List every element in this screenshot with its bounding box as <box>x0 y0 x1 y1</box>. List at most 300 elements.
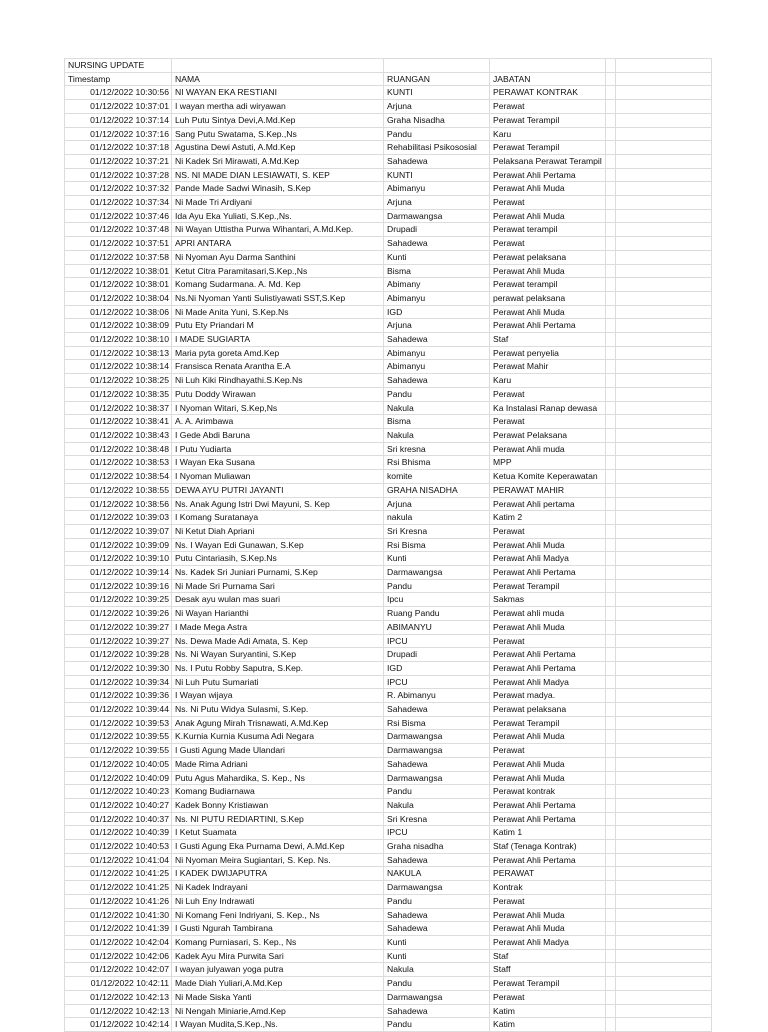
empty-cell <box>605 1004 615 1018</box>
cell-timestamp: 01/12/2022 10:37:46 <box>65 209 172 223</box>
cell-ruangan: Kunti <box>384 949 490 963</box>
cell-nama: DEWA AYU PUTRI JAYANTI <box>172 483 384 497</box>
table-row <box>65 154 712 168</box>
cell-jabatan: Perawat Terampil <box>490 113 606 127</box>
cell-nama: I Putu Yudiarta <box>172 442 384 456</box>
cell-jabatan: Perawat Terampil <box>490 977 606 991</box>
empty-cell <box>605 936 615 950</box>
cell-ruangan: Rehabilitasi Psikososial <box>384 141 490 155</box>
cell-ruangan: Kunti <box>384 250 490 264</box>
empty-cell <box>615 716 711 730</box>
table-row <box>65 456 712 470</box>
empty-cell <box>615 456 711 470</box>
table-row <box>65 771 712 785</box>
table-row <box>65 264 712 278</box>
cell-ruangan: Rsi Bisma <box>384 538 490 552</box>
empty-cell <box>615 949 711 963</box>
cell-ruangan: Rsi Bisma <box>384 716 490 730</box>
cell-nama: I wayan julyawan yoga putra <box>172 963 384 977</box>
cell-jabatan: Perawat Ahli Pertama <box>490 853 606 867</box>
empty-cell <box>605 483 615 497</box>
title-row <box>65 59 712 73</box>
cell-timestamp: 01/12/2022 10:40:37 <box>65 812 172 826</box>
cell-ruangan: Abimanyu <box>384 182 490 196</box>
table-row <box>65 333 712 347</box>
cell-jabatan: Perawat Terampil <box>490 716 606 730</box>
empty-cell <box>615 305 711 319</box>
table-row <box>65 840 712 854</box>
cell-jabatan: Perawat Ahli muda <box>490 442 606 456</box>
empty-cell <box>605 977 615 991</box>
cell-nama: Ketut Citra Paramitasari,S.Kep.,Ns <box>172 264 384 278</box>
empty-cell <box>615 648 711 662</box>
cell-timestamp: 01/12/2022 10:42:06 <box>65 949 172 963</box>
empty-cell <box>605 415 615 429</box>
cell-jabatan: Perawat <box>490 415 606 429</box>
cell-timestamp: 01/12/2022 10:40:23 <box>65 785 172 799</box>
cell-nama: Ni Luh Eny Indrawati <box>172 894 384 908</box>
cell-nama: Ni Made Siska Yanti <box>172 990 384 1004</box>
cell-nama: I Nyoman Muliawan <box>172 470 384 484</box>
table-row <box>65 936 712 950</box>
cell-timestamp: 01/12/2022 10:37:01 <box>65 100 172 114</box>
empty-cell <box>615 634 711 648</box>
empty-cell <box>615 936 711 950</box>
cell-timestamp: 01/12/2022 10:41:04 <box>65 853 172 867</box>
cell-nama: Ns. Ni Wayan Suryantini, S.Kep <box>172 648 384 662</box>
empty-cell <box>605 990 615 1004</box>
cell-timestamp: 01/12/2022 10:38:09 <box>65 319 172 333</box>
cell-timestamp: 01/12/2022 10:39:16 <box>65 579 172 593</box>
cell-jabatan: Perawat kontrak <box>490 785 606 799</box>
cell-nama: K.Kurnia Kurnia Kusuma Adi Negara <box>172 730 384 744</box>
cell-ruangan: Graha nisadha <box>384 840 490 854</box>
cell-jabatan: Perawat Ahli Pertama <box>490 168 606 182</box>
empty-cell <box>615 990 711 1004</box>
table-row <box>65 346 712 360</box>
cell-ruangan: Arjuna <box>384 196 490 210</box>
empty-cell <box>605 346 615 360</box>
cell-jabatan: Staf <box>490 949 606 963</box>
cell-nama: I KADEK DWIJAPUTRA <box>172 867 384 881</box>
table-row <box>65 798 712 812</box>
cell-ruangan: Abimanyu <box>384 346 490 360</box>
cell-jabatan: Perawat <box>490 990 606 1004</box>
cell-nama: Ni Nyoman Ayu Darma Santhini <box>172 250 384 264</box>
empty-cell <box>615 497 711 511</box>
cell-jabatan: Kontrak <box>490 881 606 895</box>
cell-nama: Komang Budiarnawa <box>172 785 384 799</box>
empty-cell <box>605 716 615 730</box>
empty-cell <box>615 552 711 566</box>
table-row <box>65 634 712 648</box>
empty-cell <box>615 223 711 237</box>
empty-cell <box>605 620 615 634</box>
cell-jabatan: Perawat Ahli Muda <box>490 305 606 319</box>
empty-cell <box>605 963 615 977</box>
cell-nama: Ni Luh Kiki Rindhayathi.S.Kep.Ns <box>172 374 384 388</box>
empty-cell <box>615 1018 711 1032</box>
empty-cell <box>615 689 711 703</box>
cell-timestamp: 01/12/2022 10:42:14 <box>65 1018 172 1032</box>
cell-nama: I Gusti Agung Eka Purnama Dewi, A.Md.Kep <box>172 840 384 854</box>
cell-ruangan: Darmawangsa <box>384 566 490 580</box>
cell-timestamp: 01/12/2022 10:39:27 <box>65 620 172 634</box>
cell-jabatan: PERAWAT <box>490 867 606 881</box>
cell-jabatan: Perawat Ahli Muda <box>490 620 606 634</box>
cell-nama: I Gusti Ngurah Tambirana <box>172 922 384 936</box>
table-row <box>65 196 712 210</box>
table-row <box>65 1004 712 1018</box>
empty-cell <box>615 798 711 812</box>
cell-timestamp: 01/12/2022 10:40:05 <box>65 757 172 771</box>
empty-cell <box>605 579 615 593</box>
cell-ruangan: Sahadewa <box>384 154 490 168</box>
empty-cell <box>615 593 711 607</box>
cell-timestamp: 01/12/2022 10:39:30 <box>65 661 172 675</box>
table-row <box>65 319 712 333</box>
empty-cell <box>615 442 711 456</box>
cell-ruangan: IGD <box>384 305 490 319</box>
table-row <box>65 744 712 758</box>
empty-cell <box>605 566 615 580</box>
empty-cell <box>605 182 615 196</box>
table-row <box>65 428 712 442</box>
empty-cell <box>605 771 615 785</box>
empty-cell <box>615 141 711 155</box>
table-row <box>65 648 712 662</box>
empty-cell <box>605 661 615 675</box>
cell-timestamp: 01/12/2022 10:41:25 <box>65 881 172 895</box>
empty-cell <box>615 894 711 908</box>
cell-nama: Ni Nyoman Meira Sugiantari, S. Kep. Ns. <box>172 853 384 867</box>
cell-timestamp: 01/12/2022 10:30:56 <box>65 86 172 100</box>
cell-jabatan: Katim <box>490 1004 606 1018</box>
empty-cell <box>615 483 711 497</box>
table-row <box>65 374 712 388</box>
cell-timestamp: 01/12/2022 10:38:48 <box>65 442 172 456</box>
cell-ruangan: GRAHA NISADHA <box>384 483 490 497</box>
cell-nama: Kadek Bonny Kristiawan <box>172 798 384 812</box>
cell-ruangan: Nakula <box>384 798 490 812</box>
empty-cell <box>605 798 615 812</box>
cell-ruangan: Abimany <box>384 278 490 292</box>
empty-cell <box>605 374 615 388</box>
table-row <box>65 442 712 456</box>
cell-jabatan: Perawat Ahli Muda <box>490 730 606 744</box>
cell-nama: I Komang Suratanaya <box>172 511 384 525</box>
cell-ruangan: Sahadewa <box>384 237 490 251</box>
cell-nama: Made Rima Adriani <box>172 757 384 771</box>
cell-nama: Ns. Anak Agung Istri Dwi Mayuni, S. Kep <box>172 497 384 511</box>
cell-jabatan: Perawat Mahir <box>490 360 606 374</box>
cell-ruangan: Drupadi <box>384 223 490 237</box>
cell-jabatan: Perawat Ahli Muda <box>490 538 606 552</box>
cell-ruangan: Sri Kresna <box>384 524 490 538</box>
empty-cell <box>605 470 615 484</box>
empty-cell <box>615 470 711 484</box>
empty-cell <box>615 566 711 580</box>
table-row <box>65 579 712 593</box>
table-row <box>65 278 712 292</box>
empty-cell <box>605 785 615 799</box>
cell-nama: APRI ANTARA <box>172 237 384 251</box>
empty-cell <box>615 237 711 251</box>
cell-jabatan: Perawat Ahli Pertama <box>490 661 606 675</box>
table-row <box>65 524 712 538</box>
table-row <box>65 415 712 429</box>
cell-ruangan: nakula <box>384 511 490 525</box>
table-row <box>65 237 712 251</box>
cell-timestamp: 01/12/2022 10:41:26 <box>65 894 172 908</box>
cell-ruangan: Ruang Pandu <box>384 607 490 621</box>
empty-cell <box>615 771 711 785</box>
empty-cell <box>605 319 615 333</box>
cell-ruangan: Bisma <box>384 264 490 278</box>
table-row <box>65 141 712 155</box>
cell-nama: Ni Nengah Miniarie,Amd.Kep <box>172 1004 384 1018</box>
table-row <box>65 291 712 305</box>
table-row <box>65 470 712 484</box>
cell-nama: Ni Ketut Diah Apriani <box>172 524 384 538</box>
cell-ruangan: ABIMANYU <box>384 620 490 634</box>
table-row <box>65 168 712 182</box>
cell-ruangan: Sahadewa <box>384 703 490 717</box>
column-header-jabatan: JABATAN <box>490 72 606 86</box>
table-row <box>65 812 712 826</box>
cell-timestamp: 01/12/2022 10:39:07 <box>65 524 172 538</box>
cell-nama: I Made Mega Astra <box>172 620 384 634</box>
table-row <box>65 675 712 689</box>
cell-ruangan: Darmawangsa <box>384 771 490 785</box>
cell-nama: Ni Kadek Sri Mirawati, A.Md.Kep <box>172 154 384 168</box>
cell-ruangan: Arjuna <box>384 319 490 333</box>
cell-timestamp: 01/12/2022 10:38:37 <box>65 401 172 415</box>
table-row <box>65 703 712 717</box>
empty-cell <box>615 319 711 333</box>
cell-nama: Ni Luh Putu Sumariati <box>172 675 384 689</box>
table-row <box>65 826 712 840</box>
empty-cell <box>615 785 711 799</box>
cell-jabatan: Perawat Pelaksana <box>490 428 606 442</box>
empty-cell <box>615 538 711 552</box>
cell-ruangan: Abimanyu <box>384 291 490 305</box>
cell-nama: Fransisca Renata Arantha E.A <box>172 360 384 374</box>
empty-cell <box>605 401 615 415</box>
cell-timestamp: 01/12/2022 10:38:35 <box>65 387 172 401</box>
table-row <box>65 1018 712 1032</box>
empty-cell <box>615 922 711 936</box>
table-row <box>65 922 712 936</box>
cell-ruangan: Bisma <box>384 415 490 429</box>
empty-cell <box>615 250 711 264</box>
cell-ruangan: Sahadewa <box>384 1004 490 1018</box>
empty-cell <box>605 689 615 703</box>
cell-timestamp: 01/12/2022 10:41:25 <box>65 867 172 881</box>
cell-ruangan: Abimanyu <box>384 360 490 374</box>
empty-cell <box>605 278 615 292</box>
empty-cell <box>605 634 615 648</box>
cell-timestamp: 01/12/2022 10:38:14 <box>65 360 172 374</box>
empty-cell <box>605 223 615 237</box>
cell-nama: Ns. Kadek Sri Juniari Purnami, S.Kep <box>172 566 384 580</box>
cell-ruangan: Pandu <box>384 894 490 908</box>
cell-jabatan: Perawat Ahli Pertama <box>490 566 606 580</box>
table-row <box>65 607 712 621</box>
empty-cell <box>605 497 615 511</box>
cell-jabatan: Perawat ahli muda <box>490 607 606 621</box>
cell-timestamp: 01/12/2022 10:41:30 <box>65 908 172 922</box>
cell-timestamp: 01/12/2022 10:40:39 <box>65 826 172 840</box>
cell-nama: Anak Agung Mirah Trisnawati, A.Md.Kep <box>172 716 384 730</box>
empty-cell <box>615 387 711 401</box>
empty-cell <box>605 812 615 826</box>
empty-cell <box>615 127 711 141</box>
cell-timestamp: 01/12/2022 10:42:13 <box>65 990 172 1004</box>
table-row <box>65 182 712 196</box>
cell-ruangan: NAKULA <box>384 867 490 881</box>
cell-jabatan: Perawat <box>490 894 606 908</box>
empty-cell <box>605 867 615 881</box>
cell-nama: Putu Agus Mahardika, S. Kep., Ns <box>172 771 384 785</box>
empty-cell <box>605 648 615 662</box>
cell-jabatan: Perawat terampil <box>490 223 606 237</box>
cell-nama: Ni Made Sri Purnama Sari <box>172 579 384 593</box>
empty-cell <box>615 524 711 538</box>
cell-jabatan: Perawat Ahli Madya <box>490 675 606 689</box>
cell-timestamp: 01/12/2022 10:39:09 <box>65 538 172 552</box>
cell-jabatan: Katim <box>490 1018 606 1032</box>
cell-nama: Ni Made Anita Yuni, S.Kep.Ns <box>172 305 384 319</box>
cell-nama: Ni Wayan Harianthi <box>172 607 384 621</box>
empty-cell <box>605 908 615 922</box>
cell-ruangan: Darmawangsa <box>384 730 490 744</box>
cell-nama: Ni Komang Feni Indriyani, S. Kep., Ns <box>172 908 384 922</box>
cell-jabatan: Staf (Tenaga Kontrak) <box>490 840 606 854</box>
cell-jabatan: Perawat Terampil <box>490 579 606 593</box>
cell-nama: I Nyoman Witari, S.Kep,Ns <box>172 401 384 415</box>
cell-timestamp: 01/12/2022 10:37:14 <box>65 113 172 127</box>
table-row <box>65 757 712 771</box>
empty-cell <box>605 86 615 100</box>
cell-timestamp: 01/12/2022 10:39:14 <box>65 566 172 580</box>
empty-cell <box>615 196 711 210</box>
table-row <box>65 401 712 415</box>
cell-jabatan: Perawat Ahli Muda <box>490 264 606 278</box>
empty-cell <box>605 538 615 552</box>
cell-jabatan: Karu <box>490 127 606 141</box>
empty-cell <box>605 100 615 114</box>
empty-cell <box>605 387 615 401</box>
cell-jabatan: Perawat Ahli Pertama <box>490 812 606 826</box>
empty-cell <box>615 100 711 114</box>
empty-cell <box>605 428 615 442</box>
empty-cell <box>615 881 711 895</box>
cell-ruangan: Pandu <box>384 127 490 141</box>
cell-jabatan: Perawat <box>490 100 606 114</box>
empty-cell <box>615 963 711 977</box>
table-row <box>65 511 712 525</box>
cell-ruangan: IPCU <box>384 826 490 840</box>
empty-cell <box>605 593 615 607</box>
cell-ruangan: Nakula <box>384 401 490 415</box>
cell-timestamp: 01/12/2022 10:39:53 <box>65 716 172 730</box>
empty-cell <box>615 346 711 360</box>
cell-timestamp: 01/12/2022 10:39:26 <box>65 607 172 621</box>
cell-nama: Ns. I Putu Robby Saputra, S.Kep. <box>172 661 384 675</box>
empty-cell <box>605 607 615 621</box>
cell-timestamp: 01/12/2022 10:39:34 <box>65 675 172 689</box>
cell-nama: I Gusti Agung Made Ulandari <box>172 744 384 758</box>
empty-cell <box>605 333 615 347</box>
cell-jabatan: Perawat <box>490 196 606 210</box>
empty-cell <box>615 86 711 100</box>
table-row <box>65 250 712 264</box>
empty-cell <box>605 456 615 470</box>
cell-timestamp: 01/12/2022 10:37:51 <box>65 237 172 251</box>
cell-nama: Made Diah Yuliari,A.Md.Kep <box>172 977 384 991</box>
cell-timestamp: 01/12/2022 10:42:13 <box>65 1004 172 1018</box>
cell-nama: I wayan mertha adi wiryawan <box>172 100 384 114</box>
cell-timestamp: 01/12/2022 10:39:55 <box>65 744 172 758</box>
cell-nama: A. A. Arimbawa <box>172 415 384 429</box>
empty-cell <box>615 264 711 278</box>
table-row <box>65 894 712 908</box>
cell-nama: I Gede Abdi Baruna <box>172 428 384 442</box>
empty-cell <box>615 154 711 168</box>
table-row <box>65 949 712 963</box>
empty-cell <box>615 661 711 675</box>
table-row <box>65 785 712 799</box>
cell-nama: NS. NI MADE DIAN LESIAWATI, S. KEP <box>172 168 384 182</box>
table-row <box>65 483 712 497</box>
table-row <box>65 963 712 977</box>
empty-cell <box>605 744 615 758</box>
cell-nama: I Wayan wijaya <box>172 689 384 703</box>
cell-timestamp: 01/12/2022 10:38:54 <box>65 470 172 484</box>
cell-nama: Ni Wayan Uttistha Purwa Wihantari, A.Md.Kep. <box>172 223 384 237</box>
empty-cell <box>615 840 711 854</box>
cell-timestamp: 01/12/2022 10:39:10 <box>65 552 172 566</box>
cell-jabatan: MPP <box>490 456 606 470</box>
empty-cell <box>605 196 615 210</box>
cell-nama: Agustina Dewi Astuti, A.Md.Kep <box>172 141 384 155</box>
cell-timestamp: 01/12/2022 10:42:11 <box>65 977 172 991</box>
cell-jabatan: Staff <box>490 963 606 977</box>
empty-cell <box>605 305 615 319</box>
cell-nama: Maria pyta goreta Amd.Kep <box>172 346 384 360</box>
cell-jabatan: Perawat Ahli Muda <box>490 908 606 922</box>
column-header-nama: NAMA <box>172 72 384 86</box>
cell-ruangan: Pandu <box>384 387 490 401</box>
cell-nama: Ns. NI PUTU REDIARTINI, S.Kep <box>172 812 384 826</box>
table-row <box>65 566 712 580</box>
cell-timestamp: 01/12/2022 10:40:27 <box>65 798 172 812</box>
table-row <box>65 223 712 237</box>
empty-cell <box>605 127 615 141</box>
cell-timestamp: 01/12/2022 10:37:16 <box>65 127 172 141</box>
cell-nama: Ns. Ni Putu Widya Sulasmi, S.Kep. <box>172 703 384 717</box>
cell-timestamp: 01/12/2022 10:39:44 <box>65 703 172 717</box>
cell-ruangan: Sahadewa <box>384 374 490 388</box>
cell-timestamp: 01/12/2022 10:42:04 <box>65 936 172 950</box>
empty-cell <box>605 894 615 908</box>
empty-cell <box>615 333 711 347</box>
empty-cell <box>615 867 711 881</box>
cell-ruangan: Nakula <box>384 963 490 977</box>
table-row <box>65 127 712 141</box>
cell-jabatan: Perawat Terampil <box>490 141 606 155</box>
